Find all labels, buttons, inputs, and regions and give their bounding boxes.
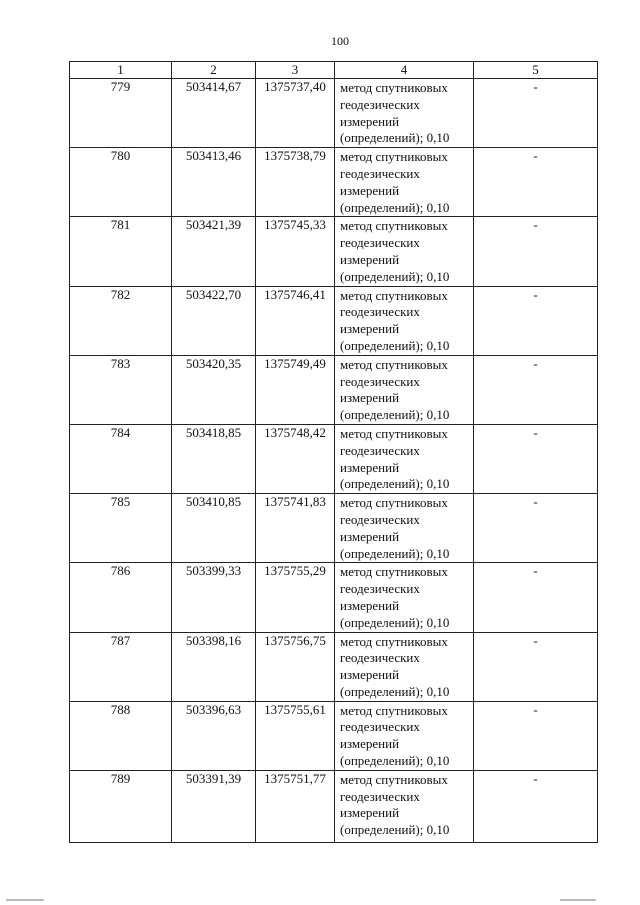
coordinate-x: 503398,16 bbox=[172, 632, 256, 701]
column-header-4: 4 bbox=[335, 62, 474, 79]
table-row bbox=[70, 355, 598, 424]
note: - bbox=[474, 424, 598, 493]
note: - bbox=[474, 355, 598, 424]
note: - bbox=[474, 286, 598, 355]
coordinate-y: 1375749,49 bbox=[256, 355, 335, 424]
coordinate-x: 503418,85 bbox=[172, 424, 256, 493]
coordinate-x: 503391,39 bbox=[172, 770, 256, 842]
note: - bbox=[474, 770, 598, 842]
method-description: метод спутниковых геодезических измерений (определений); 0,10 bbox=[335, 217, 474, 286]
point-number: 780 bbox=[70, 148, 172, 217]
coordinate-x: 503422,70 bbox=[172, 286, 256, 355]
table-row bbox=[70, 701, 598, 770]
coordinate-y: 1375746,41 bbox=[256, 286, 335, 355]
coordinate-y: 1375755,61 bbox=[256, 701, 335, 770]
coordinate-x: 503410,85 bbox=[172, 494, 256, 563]
coordinate-x: 503420,35 bbox=[172, 355, 256, 424]
scan-edge-mark-right bbox=[560, 899, 596, 901]
table-header-row bbox=[70, 62, 598, 79]
scan-edge-mark-left bbox=[6, 899, 44, 901]
table-row bbox=[70, 770, 598, 842]
coordinate-x: 503399,33 bbox=[172, 563, 256, 632]
table-row bbox=[70, 79, 598, 148]
point-number: 789 bbox=[70, 770, 172, 842]
point-number: 788 bbox=[70, 701, 172, 770]
coordinate-x: 503413,46 bbox=[172, 148, 256, 217]
point-number: 786 bbox=[70, 563, 172, 632]
page-number: 100 bbox=[331, 34, 349, 48]
coordinate-x: 503414,67 bbox=[172, 79, 256, 148]
point-number: 785 bbox=[70, 494, 172, 563]
coordinate-y: 1375756,75 bbox=[256, 632, 335, 701]
note: - bbox=[474, 494, 598, 563]
coordinates-table bbox=[69, 61, 598, 843]
table-row bbox=[70, 217, 598, 286]
coordinate-y: 1375737,40 bbox=[256, 79, 335, 148]
table-row bbox=[70, 286, 598, 355]
note: - bbox=[474, 79, 598, 148]
method-description: метод спутниковых геодезических измерений (определений); 0,10 bbox=[335, 770, 474, 842]
point-number: 782 bbox=[70, 286, 172, 355]
point-number: 779 bbox=[70, 79, 172, 148]
coordinate-x: 503396,63 bbox=[172, 701, 256, 770]
method-description: метод спутниковых геодезических измерений (определений); 0,10 bbox=[335, 148, 474, 217]
method-description: метод спутниковых геодезических измерений (определений); 0,10 bbox=[335, 355, 474, 424]
method-description: метод спутниковых геодезических измерений (определений); 0,10 bbox=[335, 286, 474, 355]
table-row bbox=[70, 563, 598, 632]
coordinate-y: 1375751,77 bbox=[256, 770, 335, 842]
column-header-2: 2 bbox=[172, 62, 256, 79]
table-row bbox=[70, 632, 598, 701]
coordinate-y: 1375745,33 bbox=[256, 217, 335, 286]
table-row bbox=[70, 148, 598, 217]
method-description: метод спутниковых геодезических измерений (определений); 0,10 bbox=[335, 424, 474, 493]
note: - bbox=[474, 217, 598, 286]
column-header-1: 1 bbox=[70, 62, 172, 79]
column-header-3: 3 bbox=[256, 62, 335, 79]
note: - bbox=[474, 701, 598, 770]
method-description: метод спутниковых геодезических измерений (определений); 0,10 bbox=[335, 563, 474, 632]
method-description: метод спутниковых геодезических измерений (определений); 0,10 bbox=[335, 632, 474, 701]
coordinate-x: 503421,39 bbox=[172, 217, 256, 286]
point-number: 781 bbox=[70, 217, 172, 286]
point-number: 787 bbox=[70, 632, 172, 701]
method-description: метод спутниковых геодезических измерений (определений); 0,10 bbox=[335, 79, 474, 148]
note: - bbox=[474, 632, 598, 701]
note: - bbox=[474, 148, 598, 217]
coordinate-y: 1375741,83 bbox=[256, 494, 335, 563]
note: - bbox=[474, 563, 598, 632]
coordinate-y: 1375738,79 bbox=[256, 148, 335, 217]
method-description: метод спутниковых геодезических измерений (определений); 0,10 bbox=[335, 494, 474, 563]
table-row bbox=[70, 494, 598, 563]
point-number: 783 bbox=[70, 355, 172, 424]
coordinate-y: 1375748,42 bbox=[256, 424, 335, 493]
table-row bbox=[70, 424, 598, 493]
column-header-5: 5 bbox=[474, 62, 598, 79]
method-description: метод спутниковых геодезических измерений (определений); 0,10 bbox=[335, 701, 474, 770]
coordinate-y: 1375755,29 bbox=[256, 563, 335, 632]
point-number: 784 bbox=[70, 424, 172, 493]
